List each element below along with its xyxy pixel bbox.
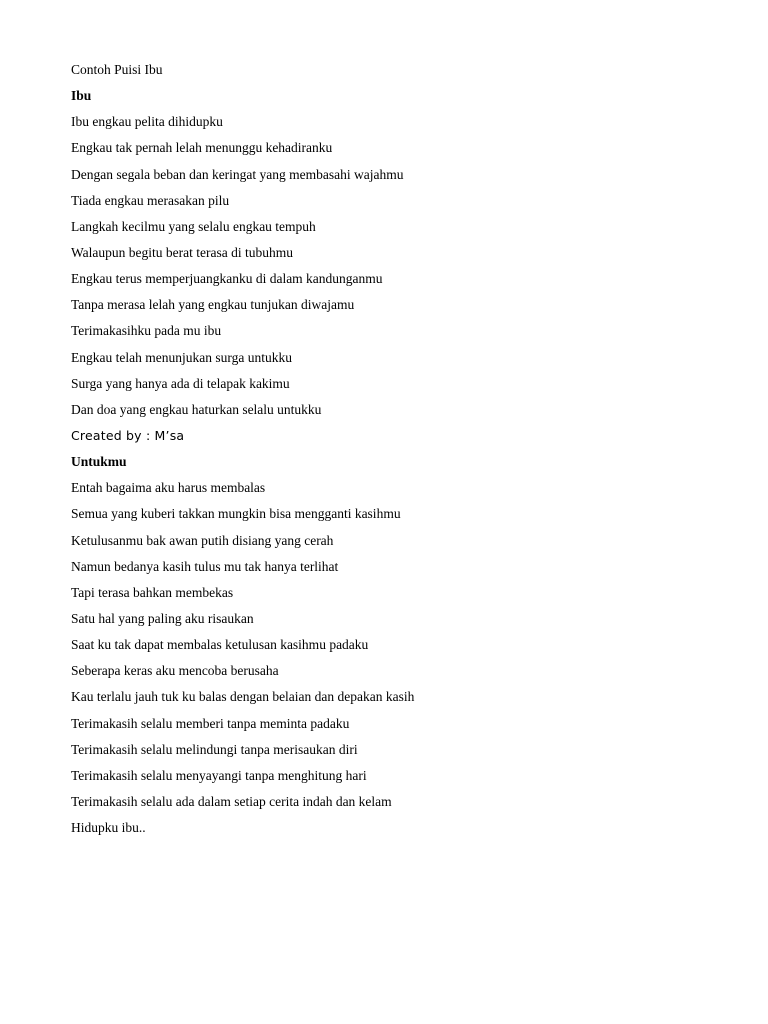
poem-line: Seberapa keras aku mencoba berusaha	[71, 663, 279, 679]
poem-line: Ketulusanmu bak awan putih disiang yang cerah	[71, 532, 334, 548]
poem-line: Dengan segala beban dan keringat yang membasahi wajahmu	[71, 166, 404, 182]
poem-line: Ibu engkau pelita dihidupku	[71, 114, 223, 130]
poem-line: Terimakasihku pada mu ibu	[71, 323, 222, 339]
poem-line: Engkau terus memperjuangkanku di dalam kandunganmu	[71, 271, 383, 287]
poem-line: Engkau telah menunjukan surga untukku	[71, 349, 292, 365]
poem-line: Terimakasih selalu memberi tanpa meminta padaku	[71, 715, 350, 731]
poem-line: Terimakasih selalu melindungi tanpa merisaukan diri	[71, 741, 358, 757]
poem-line: Satu hal yang paling aku risaukan	[71, 610, 254, 626]
poem-line: Dan doa yang engkau haturkan selalu untukku	[71, 401, 322, 417]
poem-line: Hidupku ibu..	[71, 820, 146, 836]
poem-line: Tanpa merasa lelah yang engkau tunjukan diwajamu	[71, 297, 355, 313]
poem-line: Terimakasih selalu ada dalam setiap cerita indah dan kelam	[71, 793, 392, 809]
poem-line: Engkau tak pernah lelah menunggu kehadiranku	[71, 140, 333, 156]
poem-credit: Created by : M’sa	[71, 427, 185, 443]
poem-line: Surga yang hanya ada di telapak kakimu	[71, 375, 290, 391]
poem-title-untukmu: Untukmu	[71, 454, 127, 470]
poem-title-ibu: Ibu	[71, 88, 92, 104]
document-page	[71, 60, 711, 844]
poem-line: Semua yang kuberi takkan mungkin bisa mengganti kasihmu	[71, 506, 401, 522]
poem-line: Saat ku tak dapat membalas ketulusan kasihmu padaku	[71, 637, 369, 653]
poem-line: Namun bedanya kasih tulus mu tak hanya terlihat	[71, 558, 339, 574]
poem-line: Walaupun begitu berat terasa di tubuhmu	[71, 244, 293, 260]
poem-line: Tiada engkau merasakan pilu	[71, 192, 230, 208]
document-heading: Contoh Puisi Ibu	[71, 62, 163, 77]
poem-line: Entah bagaima aku harus membalas	[71, 480, 266, 496]
poem-line: Kau terlalu jauh tuk ku balas dengan belaian dan depakan kasih	[71, 689, 415, 705]
poem-line: Langkah kecilmu yang selalu engkau tempuh	[71, 218, 316, 234]
poem-line: Terimakasih selalu menyayangi tanpa menghitung hari	[71, 767, 367, 783]
poem-line: Tapi terasa bahkan membekas	[71, 584, 234, 600]
